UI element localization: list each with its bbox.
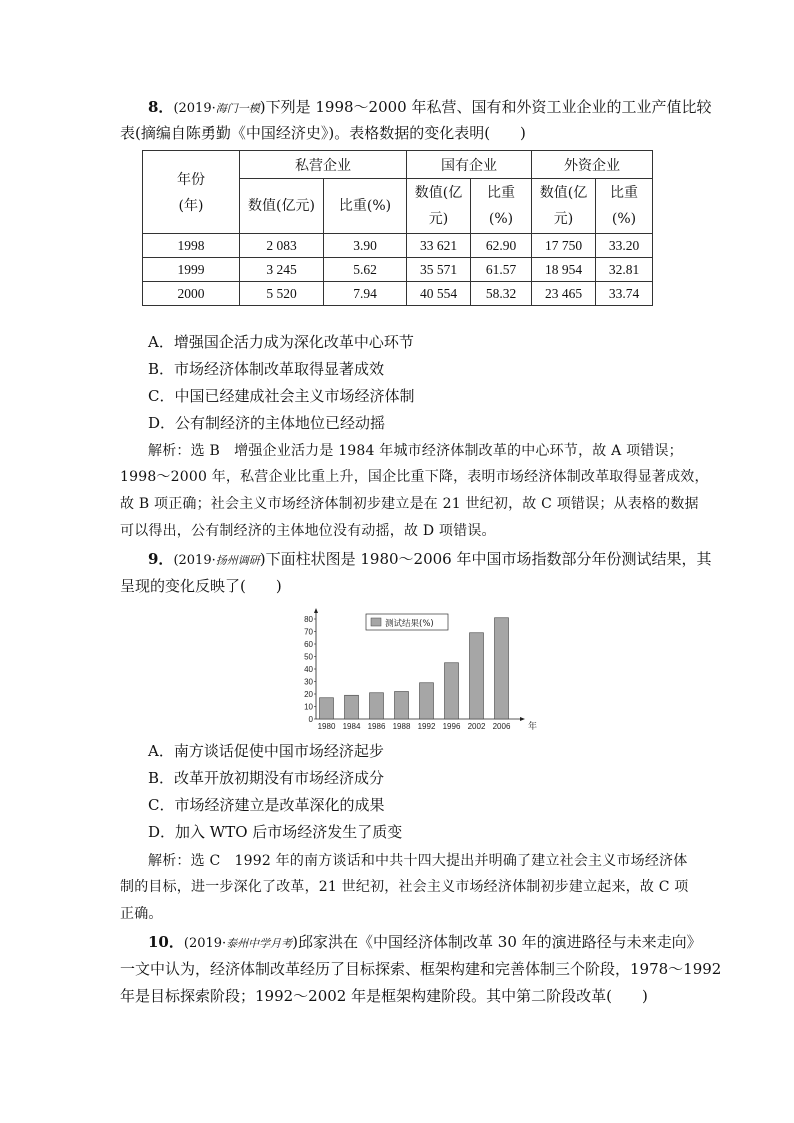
q10-number: 10． — [148, 933, 184, 951]
bar-2002 — [470, 633, 484, 719]
q8-analysis-line: 1998～2000 年，私营企业比重上升，国企比重下降，表明市场经济体制改革取得显著成效， — [120, 469, 709, 485]
header-state: 国有企业 — [407, 151, 532, 179]
q10-stem-line1 — [148, 931, 702, 955]
q8-stem-line1 — [148, 96, 711, 120]
q9-source: (2019· — [173, 553, 216, 568]
sub-private-share: 比重(%) — [324, 179, 407, 234]
x-axis-label: 年 — [528, 722, 538, 732]
header-private: 私营企业 — [240, 151, 407, 179]
y-tick-label: 60 — [304, 640, 313, 649]
sub-foreign-value: 数值(亿 元) — [532, 179, 596, 234]
q9-analysis-line: 制的目标，进一步深化了改革，21 世纪初，社会主义市场经济体制初步建立起来，故 C 项 — [120, 879, 689, 895]
sub-foreign-share: 比重 (%) — [596, 179, 653, 234]
q8-source-tag: 海门一模 — [215, 102, 260, 115]
bar-1992 — [420, 683, 434, 719]
x-tick-label: 2006 — [492, 722, 511, 731]
x-axis-arrow — [520, 717, 525, 721]
x-tick-label: 1992 — [417, 722, 436, 731]
bar-1980 — [320, 698, 334, 719]
legend-swatch — [371, 618, 381, 626]
header-year — [143, 151, 240, 234]
q10-stem-text: )邱家洪在《中国经济体制改革 30 年的演进路径与未来走向》 — [292, 933, 702, 951]
q8-stem-line2: 表(摘编自陈勇勤《中国经济史》)。表格数据的变化表明( ) — [120, 124, 526, 142]
bar-1988 — [395, 692, 409, 720]
q9-stem-text: )下面柱状图是 1980～2006 年中国市场指数部分年份测试结果，其 — [259, 550, 712, 568]
y-tick-label: 50 — [304, 652, 313, 662]
q9-option-b[interactable]: B．改革开放初期没有市场经济成分 — [148, 769, 385, 787]
header-foreign: 外资企业 — [532, 151, 653, 179]
x-tick-label: 1984 — [342, 722, 361, 731]
q9-stem-line1 — [148, 548, 711, 572]
x-tick-label: 1988 — [392, 722, 411, 731]
q9-number: 9． — [148, 550, 174, 568]
bar-1984 — [345, 695, 359, 719]
q8-option-c[interactable]: C．中国已经建成社会主义市场经济体制 — [148, 387, 415, 405]
sub-private-value: 数值(亿元) — [240, 179, 324, 234]
q9-analysis-line: 解析：选 C 1992 年的南方谈话和中共十四大提出并明确了建立社会主义市场经济体 — [148, 853, 688, 869]
q9-option-c[interactable]: C．市场经济建立是改革深化的成果 — [148, 796, 385, 814]
sub-state-share: 比重 (%) — [471, 179, 532, 234]
bar-1986 — [370, 693, 384, 719]
y-tick-label: 20 — [304, 690, 313, 699]
q9-source-tag: 扬州调研 — [215, 554, 260, 567]
table-header-row — [143, 151, 653, 179]
x-tick-label: 1980 — [317, 722, 336, 731]
q8-option-b[interactable]: B．市场经济体制改革取得显著成效 — [148, 360, 385, 378]
q10-source: (2019· — [183, 936, 227, 951]
x-tick-label: 2002 — [467, 722, 486, 731]
y-tick-label: 0 — [308, 715, 313, 724]
table-row: 1999 3 245 5.62 35 571 61.57 18 954 32.81 — [143, 258, 653, 282]
y-tick-label: 30 — [304, 677, 313, 687]
x-tick-label: 1986 — [367, 722, 386, 731]
header-year-label: 年份 — [177, 172, 205, 188]
q8-analysis-line: 可以得出，公有制经济的主体地位没有动摇，故 D 项错误。 — [120, 523, 496, 539]
x-tick-label: 1996 — [442, 722, 461, 731]
q10-stem-line3: 年是目标探索阶段；1992～2002 年是框架构建阶段。其中第二阶段改革( ) — [120, 987, 648, 1005]
y-axis-arrow — [314, 608, 318, 613]
q8-number: 8． — [148, 98, 174, 116]
y-tick-label: 70 — [304, 627, 313, 637]
sub-state-value: 数值(亿 元) — [407, 179, 471, 234]
q8-analysis-line: 解析：选 B 增强企业活力是 1984 年城市经济体制改革的中心环节，故 A 项错误； — [148, 443, 683, 459]
q9-option-d[interactable]: D．加入 WTO 后市场经济发生了质变 — [148, 823, 403, 841]
header-year-unit: (年) — [178, 198, 204, 214]
y-tick-label: 80 — [304, 615, 313, 624]
y-tick-label: 10 — [304, 702, 313, 712]
q9-stem-line2: 呈现的变化反映了( ) — [120, 577, 282, 595]
q8-analysis-line: 故 B 项正确；社会主义市场经济体制初步建立是在 21 世纪初，故 C 项错误；从表格的数据 — [120, 496, 699, 512]
table-row: 1998 2 083 3.90 33 621 62.90 17 750 33.20 — [143, 234, 653, 258]
q8-option-a[interactable]: A．增强国企活力成为深化改革中心环节 — [148, 333, 414, 351]
q10-source-tag: 泰州中学月考 — [226, 937, 293, 950]
q10-stem-line2: 一文中认为，经济体制改革经历了目标探索、框架构建和完善体制三个阶段，1978～1992 — [120, 960, 722, 978]
bar-1996 — [445, 663, 459, 719]
table-row: 2000 5 520 7.94 40 554 58.32 23 465 33.74 — [143, 282, 653, 306]
q8-option-d[interactable]: D．公有制经济的主体地位已经动摇 — [148, 414, 386, 432]
legend-label: 测试结果(%) — [385, 619, 434, 629]
q8-data-table — [142, 150, 653, 306]
q8-source: (2019· — [173, 101, 216, 116]
q9-option-a[interactable]: A．南方谈话促使中国市场经济起步 — [148, 742, 384, 760]
q9-analysis-line: 正确。 — [120, 906, 163, 922]
q8-stem-text: )下列是 1998～2000 年私营、国有和外资工业企业的工业产值比较 — [259, 98, 712, 116]
y-tick-label: 40 — [304, 665, 313, 674]
bar-chart — [300, 606, 538, 736]
bar-2006 — [495, 618, 509, 719]
